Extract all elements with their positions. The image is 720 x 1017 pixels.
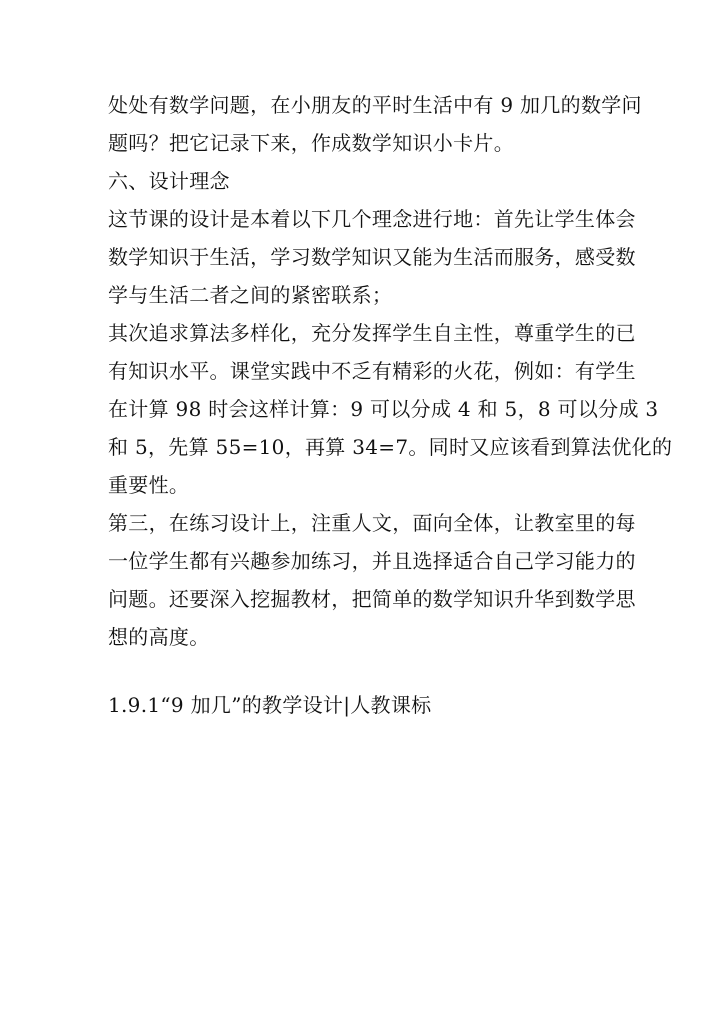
intro-line-1: 处处有数学问题，在小朋友的平时生活中有 9 加几的数学问: [108, 93, 642, 117]
section-heading: 六、设计理念: [108, 169, 230, 193]
paragraph-3-line-2: 一位学生都有兴趣参加练习，并且选择适合自己学习能力的: [108, 549, 636, 573]
paragraph-3-line-3: 问题。还要深入挖掘教材，把简单的数学知识升华到数学思: [108, 587, 636, 611]
document-footer-title: 1.9.1“9 加几”的教学设计|人教课标: [108, 693, 432, 717]
paragraph-2-line-1: 其次追求算法多样化，充分发挥学生自主性，尊重学生的已: [108, 321, 636, 345]
paragraph-3-line-1: 第三，在练习设计上，注重人文，面向全体，让教室里的每: [108, 511, 636, 535]
paragraph-3-line-4: 想的高度。: [108, 625, 210, 649]
paragraph-2-line-2: 有知识水平。课堂实践中不乏有精彩的火花，例如：有学生: [108, 359, 636, 383]
paragraph-1-line-3: 学与生活二者之间的紧密联系；: [108, 283, 393, 307]
paragraph-1-line-1: 这节课的设计是本着以下几个理念进行地：首先让学生体会: [108, 207, 636, 231]
paragraph-2-line-4: 和 5，先算 55=10，再算 34=7。同时又应该看到算法优化的: [108, 435, 673, 459]
paragraph-1-line-2: 数学知识于生活，学习数学知识又能为生活而服务，感受数: [108, 245, 636, 269]
paragraph-2-line-3: 在计算 98 时会这样计算：9 可以分成 4 和 5，8 可以分成 3: [108, 397, 659, 421]
intro-line-2: 题吗？把它记录下来，作成数学知识小卡片。: [108, 131, 514, 155]
paragraph-2-line-5: 重要性。: [108, 473, 190, 497]
